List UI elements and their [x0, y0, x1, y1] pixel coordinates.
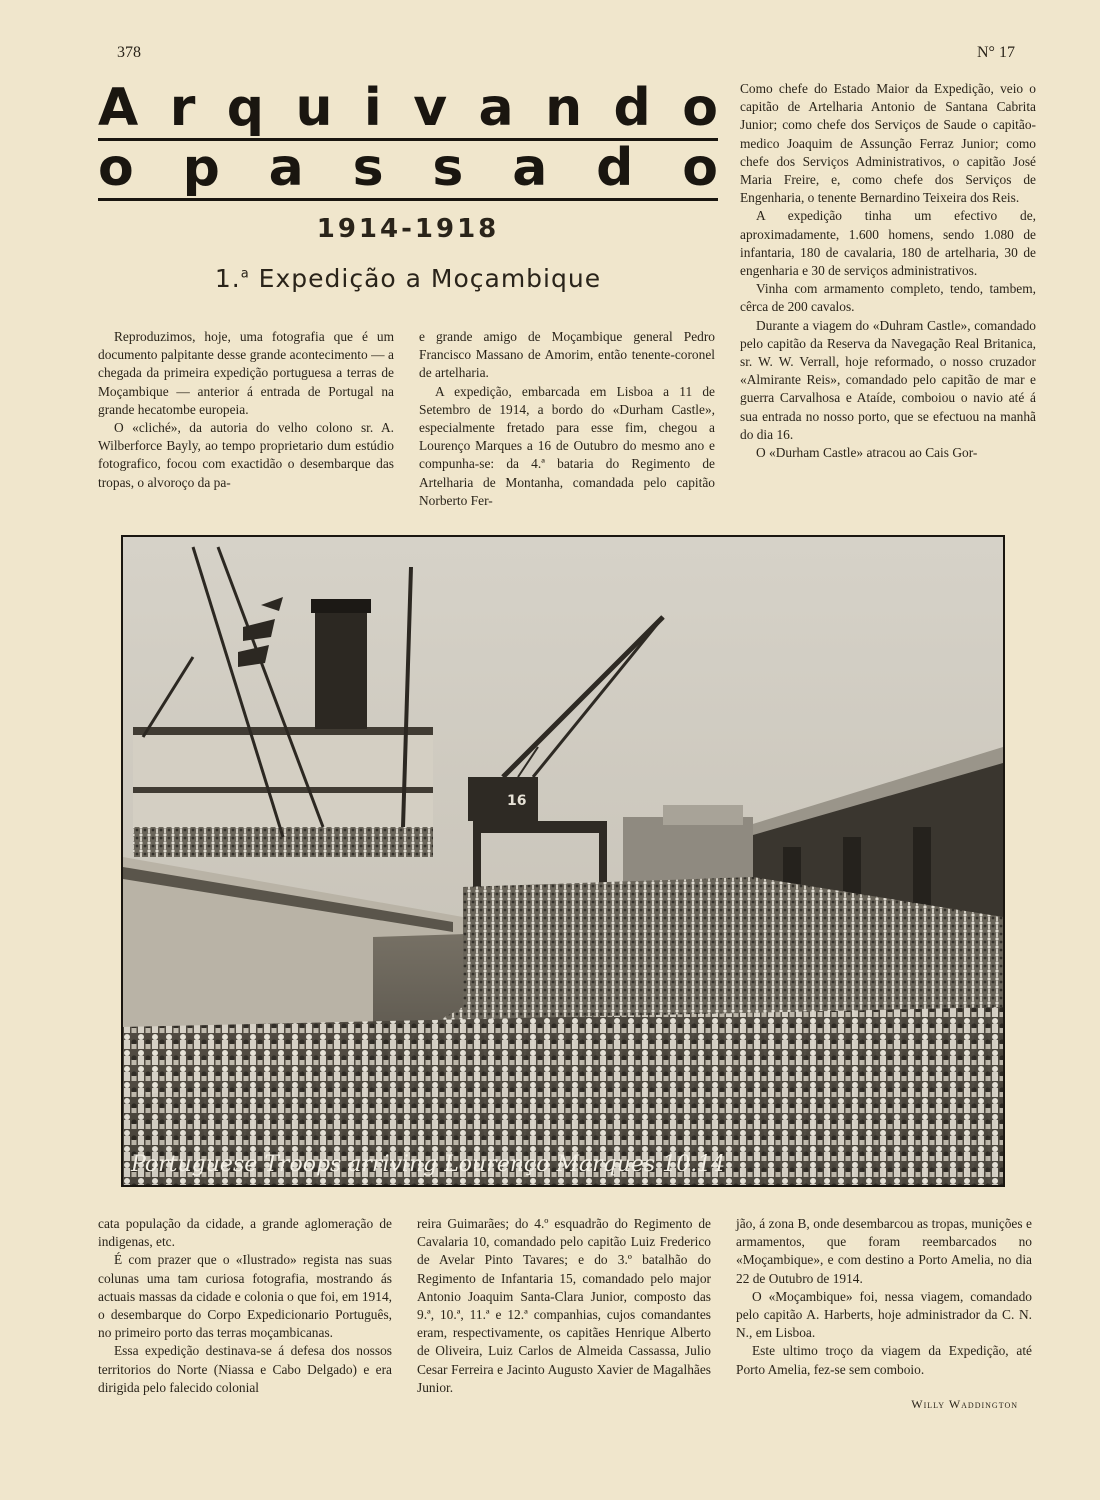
paragraph: A expedição tinha um efectivo de, aproximadamente, 1.600 homens, sendo 1.080 de infantaria, 180 de cavalaria, 180 de artelharia, 30 de engenharia e 30 de serviços administrativos. — [740, 208, 1036, 279]
masthead-letter: r — [169, 78, 196, 138]
paragraph: O «Moçambique» foi, nessa viagem, comandado pelo capitão A. Harberts, hoje administrador da C. N. N., em Lisboa. — [736, 1288, 1032, 1341]
masthead-letter: q — [226, 78, 265, 138]
masthead-letter: v — [413, 78, 448, 138]
paragraph: jão, á zona B, onde desembarcou as tropas, munições e armamentos, que foram reembarcados no «Moçambique», e com destino a Porto Amelia, no dia 22 de Outubro de 1914. — [736, 1216, 1032, 1286]
paragraph: O «Durham Castle» atracou ao Cais Gor- — [756, 445, 978, 461]
years-heading: 1914-1918 — [316, 214, 500, 244]
paragraph: Vinha com armamento completo, tendo, tambem, cêrca de 200 cavalos. — [740, 281, 1036, 315]
masthead-letter: o — [98, 138, 134, 198]
crane-number: 16 — [507, 793, 527, 809]
masthead-letter: A — [98, 78, 139, 138]
masthead-letter: n — [545, 78, 583, 138]
masthead-letter: s — [432, 138, 464, 198]
column-top-right — [740, 80, 1036, 462]
photo-illustration — [123, 537, 1003, 1185]
paragraph: Como chefe do Estado Maior da Expedição, veio o capitão de Artelharia Antonio de Santana Cabrita Junior; como chefe dos Serviços de Saude o capitão-medico Joaquim de Assunção Ferraz Junior; como chefe dos Serviços Administrativos, o capitão José Maria Freire, e, como chefe dos Serviços de Engenharia, o tenente Bernardino Teixeira dos Reis. — [740, 81, 1036, 206]
article-subtitle — [98, 264, 718, 293]
paragraph: É com prazer que o «Ilustrado» regista nas suas colunas uma tam curiosa fotografia, mostrando ás actuais massas da cidade e colonia o que foi, em 1914, o desembarque do Corpo Expedicionario Português, no primeiro porto das terras moçambicanas. — [98, 1252, 392, 1341]
subtitle-ordinal: 1. — [214, 264, 241, 293]
column-middle-center — [419, 328, 715, 510]
masthead-line-1 — [98, 78, 718, 141]
masthead-letter: d — [613, 78, 651, 138]
subtitle-text: Expedição a Moçambique — [249, 264, 602, 293]
masthead-letter: p — [182, 138, 220, 198]
masthead-letter: a — [268, 138, 304, 198]
masthead-letter: a — [512, 138, 548, 198]
column-middle-left — [98, 328, 394, 492]
column-bottom-left — [98, 1215, 392, 1397]
masthead-letter: a — [478, 78, 514, 138]
column-bottom-center — [417, 1215, 711, 1397]
photo-caption-handwritten: Portuguese Troops arriving Lourenço Marques 10.14 — [131, 1152, 726, 1177]
masthead-letter: i — [363, 78, 382, 138]
paragraph: reira Guimarães; do 4.º esquadrão do Regimento de Cavalaria 10, comandado pelo capitão Luiz Frederico de Avelar Pinto Tavares; e do 3.º batalhão do Regimento de Infantaria 15, comandado pelo major Antonio Joaquim Santa-Clara Junior, composto das 9.ª, 10.ª, 11.ª e 12.ª companhias, cujos comandantes eram, respectivamente, os capitães Henrique Alberto de Oliveira, Luiz Carlos de Almeida Cassassa, Julio Cesar Ferreira e Jacinto Augusto Xavier de Magalhães Junior. — [417, 1216, 711, 1395]
masthead-letter: o — [682, 138, 718, 198]
paragraph: A expedição, embarcada em Lisboa a 11 de Setembro de 1914, a bordo do «Durham Castle», especialmente fretado para esse fim, chegou a Lourenço Marques a 16 de Outubro do mesmo ano e compunha-se: da 4.ª bataria do Regimento de Artelharia de Montanha, comandada pelo capitão Norberto Fer- — [419, 383, 715, 508]
paragraph: Durante a viagem do «Duhram Castle», comandado pelo capitão da Reserva da Navegação Real Britanica, sr. W. W. Verrall, hoje reformado, o nosso cruzador «Almirante Reis», comandado pelo capitão de mar e guerra Carvalhosa e Ataíde, comboiou o navio até á sua entrada no nosso porto, que se efectuou na manhã do dia 16. — [740, 317, 1036, 442]
paragraph: cata população da cidade, a grande aglomeração de indigenas, etc. — [98, 1216, 392, 1250]
paragraph: e grande amigo de Moçambique general Pedro Francisco Massano de Amorim, então tenente-coronel de artelharia. — [419, 329, 715, 381]
masthead-line-2 — [98, 138, 718, 201]
subtitle-ordinal-sup: a — [240, 266, 250, 282]
paragraph: O «cliché», da autoria do velho colono sr. A. Wilberforce Bayly, ao tempo proprietario dum estúdio fotografico, focou com exactidão o desembarque das tropas, o alvoroço da pa- — [98, 420, 394, 490]
paragraph: Reproduzimos, hoje, uma fotografia que é um documento palpitante desse grande acontecimento — a chegada da primeira expedição portuguesa a terras de Moçambique — anterior á entrada de Portugal na grande hecatombe europeia. — [98, 329, 394, 417]
masthead-letter: o — [682, 78, 718, 138]
column-bottom-right — [736, 1215, 1032, 1379]
paragraph: Este ultimo troço da viagem da Expedição, até Porto Amelia, fez-se sem comboio. — [736, 1343, 1032, 1377]
author-signature: Willy Waddington — [911, 1397, 1018, 1411]
masthead-letter: d — [596, 138, 634, 198]
page-number-left: 378 — [117, 44, 141, 61]
historic-photograph — [121, 535, 1005, 1187]
masthead-letter: u — [295, 78, 333, 138]
paragraph: Essa expedição destinava-se á defesa dos nossos territorios do Norte (Niassa e Cabo Delgado) e era dirigida pelo falecido colonial — [98, 1343, 392, 1395]
masthead-letter: s — [352, 138, 384, 198]
issue-number: N° 17 — [977, 44, 1015, 61]
